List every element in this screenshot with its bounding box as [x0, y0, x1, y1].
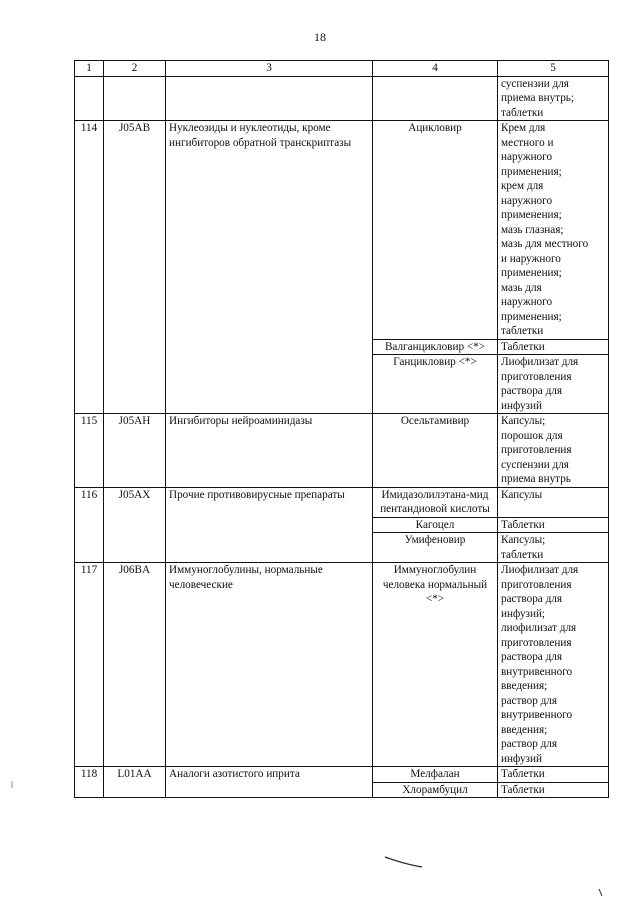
atc-code: J05AX	[104, 487, 166, 563]
dosage-form-line: наружного	[501, 296, 553, 308]
dosage-form-line: наружного	[501, 194, 553, 207]
dosage-form	[498, 121, 609, 340]
drug-name: Мелфалан	[373, 767, 498, 783]
dosage-form-line: инфузий	[501, 399, 542, 412]
dosage-form-line: раствора для	[501, 651, 562, 663]
row-number: 115	[75, 414, 104, 488]
dosage-form-line: мазь для	[501, 281, 542, 294]
dosage-form-line: раствор для	[501, 694, 558, 707]
dosage-form-line: лиофилизат для	[501, 622, 577, 634]
dosage-form-line: инфузий;	[501, 607, 546, 620]
dosage-form-line: внутривенного	[501, 709, 573, 721]
pen-stroke-mark	[384, 854, 424, 870]
dosage-form-line: крем для	[501, 180, 544, 192]
row-number: 116	[75, 487, 104, 563]
row-number: 117	[75, 563, 104, 767]
dosage-form	[498, 76, 609, 121]
drug-name: Валганцикловир <*>	[373, 339, 498, 355]
group-name: Нуклеозиды и нуклеотиды, кроме ингибиторов обратной транскриптазы	[166, 121, 373, 414]
corner-mark	[598, 888, 604, 898]
dosage-form-line: и наружного	[501, 252, 561, 265]
dosage-form-line: применения;	[501, 267, 562, 279]
dosage-form-line: раствор для	[501, 738, 558, 750]
row-number	[75, 76, 104, 121]
column-header-2: 2	[104, 61, 166, 77]
dosage-form-line: мазь для местного	[501, 238, 589, 250]
dosage-form-line: приготовления	[501, 636, 572, 649]
dosage-form-line: приготовления	[501, 578, 572, 591]
drug-name: Ацикловир	[373, 121, 498, 340]
table-row	[75, 121, 609, 340]
table-row	[75, 414, 609, 488]
atc-code: J05AB	[104, 121, 166, 414]
scan-speck	[10, 780, 14, 790]
dosage-form-line: внутривенного	[501, 665, 573, 678]
dosage-form-line: приема внутрь;	[501, 92, 574, 104]
group-name: Иммуноглобулины, нормальные человеческие	[166, 563, 373, 767]
dosage-form-line: Таблетки	[501, 768, 545, 780]
dosage-form	[498, 487, 609, 517]
drug-table	[74, 60, 609, 798]
page-number: 18	[314, 30, 326, 44]
dosage-form-line: местного и	[501, 136, 554, 149]
column-header-4: 4	[373, 61, 498, 77]
column-header-5: 5	[498, 61, 609, 77]
drug-name: Имидазолилэтана-мид пентандиовой кислоты	[373, 487, 498, 517]
dosage-form-line: введения;	[501, 680, 548, 692]
drug-name: Иммуноглобулин человека нормальный <*>	[373, 563, 498, 767]
dosage-form-line: применения;	[501, 165, 562, 178]
dosage-form-line: Капсулы	[501, 488, 543, 501]
table-row	[75, 767, 609, 783]
dosage-form-line: приема внутрь	[501, 473, 571, 485]
dosage-form-line: введения;	[501, 723, 548, 736]
dosage-form-line: применения;	[501, 310, 562, 323]
dosage-form-line: таблетки	[501, 325, 544, 337]
drug-name: Кагоцел	[373, 517, 498, 533]
dosage-form	[498, 782, 609, 798]
drug-name: Умифеновир	[373, 533, 498, 563]
dosage-form-line: приготовления	[501, 370, 572, 383]
atc-code	[104, 76, 166, 121]
dosage-form-line: применения;	[501, 209, 562, 221]
group-name	[166, 76, 373, 121]
dosage-form-line: суспензии для	[501, 77, 569, 90]
dosage-form	[498, 767, 609, 783]
dosage-form	[498, 533, 609, 563]
dosage-form-line: наружного	[501, 151, 553, 163]
dosage-form-line: мазь глазная;	[501, 223, 564, 236]
atc-code: L01AA	[104, 767, 166, 798]
dosage-form-line: Таблетки	[501, 518, 545, 531]
table-row	[75, 487, 609, 517]
dosage-form	[498, 414, 609, 488]
column-header-1: 1	[75, 61, 104, 77]
drug-name: Хлорамбуцил	[373, 782, 498, 798]
dosage-form-line: Лиофилизат для	[501, 564, 579, 576]
dosage-form-line: раствора для	[501, 385, 562, 397]
atc-code: J06BA	[104, 563, 166, 767]
dosage-form-line: таблетки	[501, 106, 544, 119]
drug-name: Осельтамивир	[373, 414, 498, 488]
dosage-form-line: Крем для	[501, 122, 546, 134]
table-row	[75, 563, 609, 767]
group-name: Ингибиторы нейроаминидазы	[166, 414, 373, 488]
dosage-form-line: Капсулы;	[501, 534, 546, 546]
dosage-form	[498, 563, 609, 767]
dosage-form-line: Таблетки	[501, 340, 545, 353]
group-name: Аналоги азотистого иприта	[166, 767, 373, 798]
dosage-form	[498, 355, 609, 414]
dosage-form-line: раствора для	[501, 593, 562, 605]
table-row	[75, 76, 609, 121]
dosage-form	[498, 517, 609, 533]
atc-code: J05AH	[104, 414, 166, 488]
dosage-form-line: таблетки	[501, 548, 544, 561]
column-header-3: 3	[166, 61, 373, 77]
dosage-form-line: Капсулы;	[501, 415, 546, 427]
dosage-form	[498, 339, 609, 355]
row-number: 118	[75, 767, 104, 798]
dosage-form-line: суспензии для	[501, 458, 569, 471]
row-number: 114	[75, 121, 104, 414]
dosage-form-line: приготовления	[501, 444, 572, 456]
dosage-form-line: Лиофилизат для	[501, 356, 579, 368]
drug-name	[373, 76, 498, 121]
dosage-form-line: порошок для	[501, 429, 563, 442]
group-name: Прочие противовирусные препараты	[166, 487, 373, 563]
drug-name: Ганцикловир <*>	[373, 355, 498, 414]
dosage-form-line: инфузий	[501, 752, 542, 765]
dosage-form-line: Таблетки	[501, 783, 545, 796]
table-header-row	[75, 61, 609, 77]
